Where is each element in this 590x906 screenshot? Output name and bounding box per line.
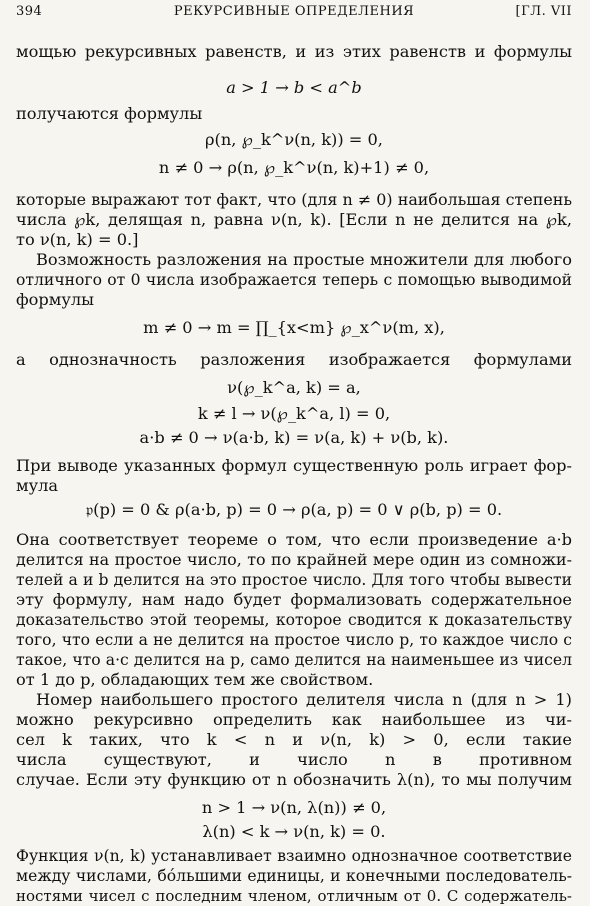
- running-title: РЕКУРСИВНЫЕ ОПРЕДЕЛЕНИЯ: [173, 4, 415, 19]
- formula: λ(n) < k → ν(n, k) = 0.: [202, 822, 386, 841]
- text-line: а однозначность разложения изображается формулами: [16, 350, 572, 369]
- formula: ν(℘_k^a, k) = a,: [227, 378, 361, 397]
- text-line: ностями чисел с последним членом, отличным от 0. С содержатель-: [16, 887, 572, 905]
- text-line: сел k таких, что k < n и ν(n, k) > 0, если такие: [16, 730, 572, 749]
- text-line: можно рекурсивно определить как наибольшее из чи-: [16, 710, 572, 729]
- text-line: мула: [16, 476, 59, 495]
- text-line: мощью рекурсивных равенств, и из этих равенств и формулы: [16, 42, 572, 61]
- formula: k ≠ l → ν(℘_k^a, l) = 0,: [197, 404, 391, 423]
- running-header: [16, 4, 572, 24]
- page-number: 394: [16, 4, 43, 19]
- formula: n > 1 → ν(n, λ(n)) ≠ 0,: [201, 798, 387, 817]
- formula: 𝔭(p) = 0 & ρ(a·b, p) = 0 → ρ(a, p) = 0 ∨ ρ(b, p) = 0.: [85, 500, 503, 519]
- formula: a > 1 → b < a^b: [226, 78, 362, 97]
- text-line: то ν(n, k) = 0.]: [16, 230, 139, 249]
- text-line: При выводе указанных формул существенную роль играет фор-: [16, 456, 572, 475]
- text-line: отличного от 0 числа изображается теперь с помощью выводимой: [16, 271, 572, 289]
- text-line: Она соответствует теореме о том, что если произведение a·b: [16, 530, 572, 549]
- text-line: числа существуют, и число n в противном: [16, 750, 572, 769]
- text-line: между числами, бо́льшими единицы, и конечными последователь-: [16, 867, 572, 885]
- text-line: Номер наибольшего простого делителя числа n (для n > 1): [36, 690, 572, 709]
- text-line: получаются формулы: [16, 104, 203, 123]
- formula: n ≠ 0 → ρ(n, ℘_k^ν(n, k)+1) ≠ 0,: [158, 158, 430, 177]
- text-line: эту формулу, нам надо будет формализовать содержательное: [16, 590, 572, 609]
- text-line: такое, что a·c делится на p, само делится на наименьшее из чисел: [16, 651, 572, 669]
- text-line: формулы: [16, 290, 95, 309]
- text-line: числа ℘k, делящая n, равна ν(n, k). [Если n не делится на ℘k,: [16, 210, 572, 229]
- text-line: доказательство этой теоремы, которое сводится к доказательству: [16, 611, 572, 629]
- text-line: Функция ν(n, k) устанавливает взаимно однозначное соответствие: [16, 847, 572, 865]
- text-line: телей a и b делится на это простое число. Для того чтобы вывести: [16, 571, 572, 589]
- formula: m ≠ 0 → m = ∏_{x<m} ℘_x^ν(m, x),: [143, 318, 445, 337]
- chapter-label: [ГЛ. VII: [515, 4, 572, 19]
- text-line: случае. Если эту функцию от n обозначить λ(n), то мы получим: [16, 770, 572, 789]
- text-line: делится на простое число, то по крайней мере один из сомножи-: [16, 550, 572, 569]
- text-line: от 1 до p, обладающих тем же свойством.: [16, 670, 374, 689]
- text-line: того, что если a не делится на простое число p, то каждое число c: [16, 631, 572, 649]
- text-line: которые выражают тот факт, что (для n ≠ 0) наибольшая степень: [16, 190, 572, 209]
- formula: a·b ≠ 0 → ν(a·b, k) = ν(a, k) + ν(b, k).: [139, 428, 449, 447]
- text-line: Возможность разложения на простые множители для любого: [36, 250, 572, 269]
- formula: ρ(n, ℘_k^ν(n, k)) = 0,: [205, 130, 383, 149]
